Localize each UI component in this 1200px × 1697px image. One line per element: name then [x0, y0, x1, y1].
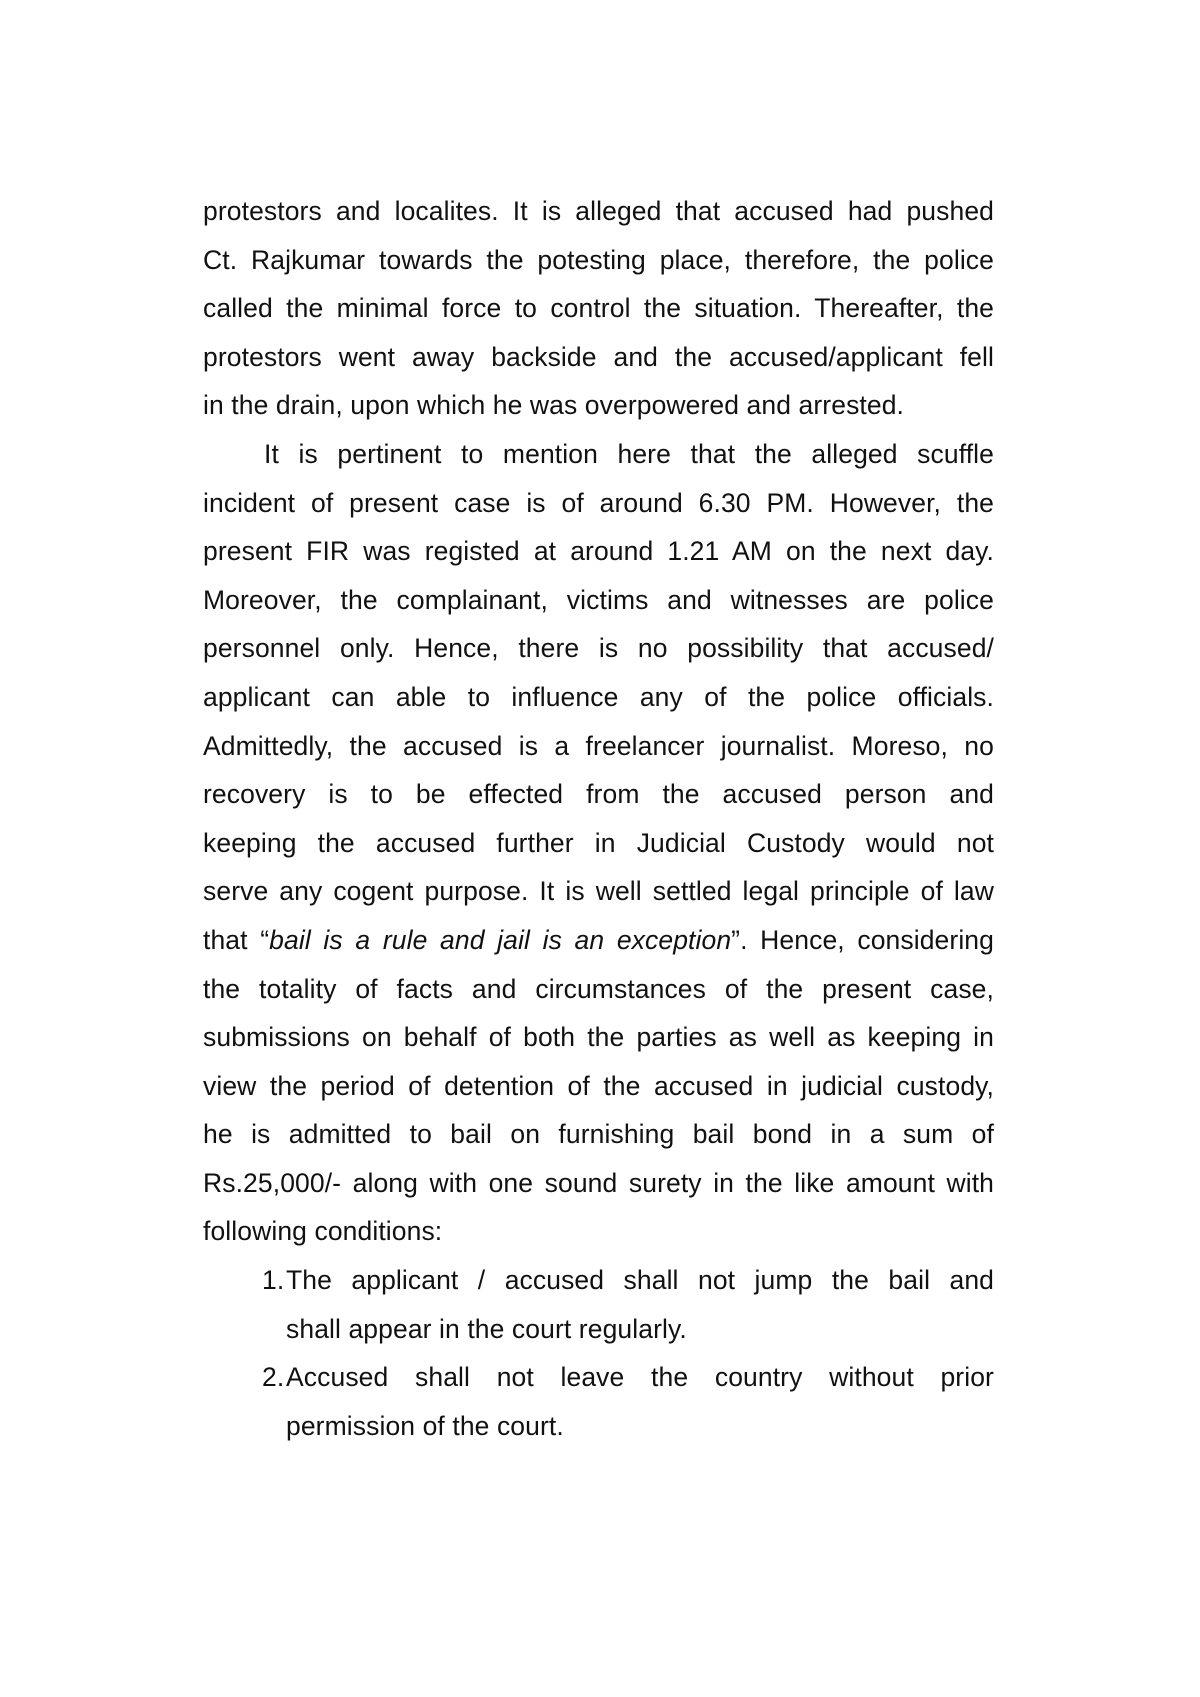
- text-line: keeping the accused further in Judicial Custody would not: [203, 827, 994, 858]
- text-line: applicant can able to influence any of the police officials.: [203, 681, 994, 712]
- text-line: Ct. Rajkumar towards the potesting place, therefore, the police: [203, 244, 994, 275]
- text-line: It is pertinent to mention here that the alleged scuffle: [264, 438, 994, 469]
- quote-pre-text: that “: [203, 924, 270, 955]
- text-line: permission of the court.: [286, 1410, 564, 1441]
- paragraph-2: [203, 430, 994, 1256]
- text-line: personnel only. Hence, there is no possibility that accused/: [203, 633, 994, 664]
- text-line: present FIR was registed at around 1.21 AM on the next day.: [203, 536, 994, 567]
- text-line: Rs.25,000/- along with one sound surety in the like amount with: [203, 1167, 994, 1198]
- text-line: Admittedly, the accused is a freelancer journalist. Moreso, no: [203, 730, 994, 761]
- text-line: shall appear in the court regularly.: [286, 1313, 687, 1344]
- condition-number: 2.: [262, 1362, 285, 1393]
- quote-line: [203, 916, 994, 965]
- text-line: The applicant / accused shall not jump the bail and: [286, 1265, 994, 1296]
- text-line: Moreover, the complainant, victims and witnesses are police: [203, 584, 994, 615]
- text-line: incident of present case is of around 6.30 PM. However, the: [203, 487, 994, 518]
- text-line: Accused shall not leave the country without prior: [286, 1362, 994, 1393]
- text-line: in the drain, upon which he was overpowered and arrested.: [203, 390, 905, 421]
- text-line: recovery is to be effected from the accused person and: [203, 779, 994, 810]
- order-text-block: [203, 187, 994, 1450]
- text-line: following conditions:: [203, 1216, 443, 1247]
- text-line: protestors and localites. It is alleged that accused had pushed: [203, 196, 994, 226]
- paragraph-1: [203, 187, 994, 430]
- text-line: serve any cogent purpose. It is well settled legal principle of law: [203, 876, 994, 907]
- quote-post-text: ”. Hence, considering: [731, 924, 994, 955]
- condition-number: 1.: [262, 1265, 285, 1296]
- text-line: the totality of facts and circumstances of the present case,: [203, 973, 994, 1004]
- condition-item-2: [203, 1353, 994, 1450]
- text-line: view the period of detention of the accused in judicial custody,: [203, 1070, 994, 1101]
- quote-italic-text: bail is a rule and jail is an exception: [269, 924, 732, 955]
- text-line: protestors went away backside and the accused/applicant fell: [203, 341, 994, 372]
- text-line: called the minimal force to control the situation. Thereafter, the: [203, 293, 994, 324]
- condition-item-1: [203, 1256, 994, 1353]
- text-line: he is admitted to bail on furnishing bail bond in a sum of: [203, 1119, 994, 1150]
- text-line: submissions on behalf of both the parties as well as keeping in: [203, 1022, 994, 1053]
